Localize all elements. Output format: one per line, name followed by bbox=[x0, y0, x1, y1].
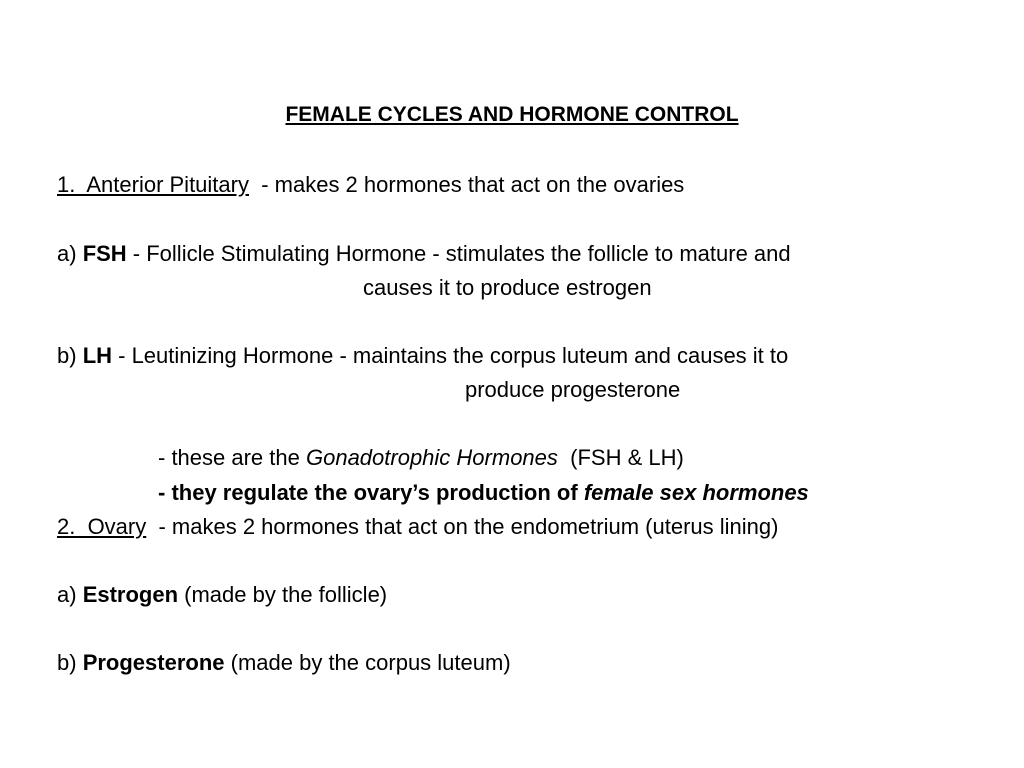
regulation-note bbox=[158, 480, 809, 506]
lh-prefix: b) bbox=[57, 343, 83, 368]
fsh-term: FSH bbox=[82, 241, 127, 266]
section1-line bbox=[57, 172, 684, 198]
fsh-text-line1: - Follicle Stimulating Hormone - stimulates the follicle to mature and bbox=[126, 241, 791, 266]
estrogen-prefix: a) bbox=[57, 582, 83, 607]
progesterone-prefix: b) bbox=[57, 650, 83, 675]
estrogen-term: Estrogen bbox=[82, 582, 179, 607]
estrogen-line bbox=[57, 582, 387, 608]
note2-bold-italic: female sex hormones bbox=[583, 480, 809, 505]
progesterone-text: (made by the corpus luteum) bbox=[224, 650, 511, 675]
slide-title: FEMALE CYCLES AND HORMONE CONTROL bbox=[285, 103, 739, 126]
lh-line bbox=[57, 343, 788, 369]
progesterone-term: Progesterone bbox=[82, 650, 225, 675]
gonadotrophic-note bbox=[158, 445, 684, 471]
section1-description: - makes 2 hormones that act on the ovaries bbox=[248, 172, 685, 197]
lh-text-line1: - Leutinizing Hormone - maintains the corpus luteum and causes it to bbox=[112, 343, 789, 368]
section1-heading: 1. Anterior Pituitary bbox=[57, 172, 249, 197]
note2-bold: - they regulate the ovary’s production of bbox=[158, 480, 584, 505]
lh-term: LH bbox=[82, 343, 113, 368]
note1-italic: Gonadotrophic Hormones bbox=[305, 445, 558, 470]
estrogen-text: (made by the follicle) bbox=[178, 582, 388, 607]
section2-heading: 2. Ovary bbox=[57, 514, 147, 539]
section2-line bbox=[57, 514, 778, 540]
section2-description: - makes 2 hormones that act on the endometrium (uterus lining) bbox=[146, 514, 779, 539]
progesterone-line bbox=[57, 650, 511, 676]
fsh-line bbox=[57, 241, 791, 267]
note1-prefix: - these are the bbox=[158, 445, 306, 470]
fsh-text-line2: causes it to produce estrogen bbox=[363, 275, 652, 300]
note1-suffix: (FSH & LH) bbox=[557, 445, 684, 470]
fsh-prefix: a) bbox=[57, 241, 83, 266]
lh-text-line2: produce progesterone bbox=[465, 377, 681, 402]
